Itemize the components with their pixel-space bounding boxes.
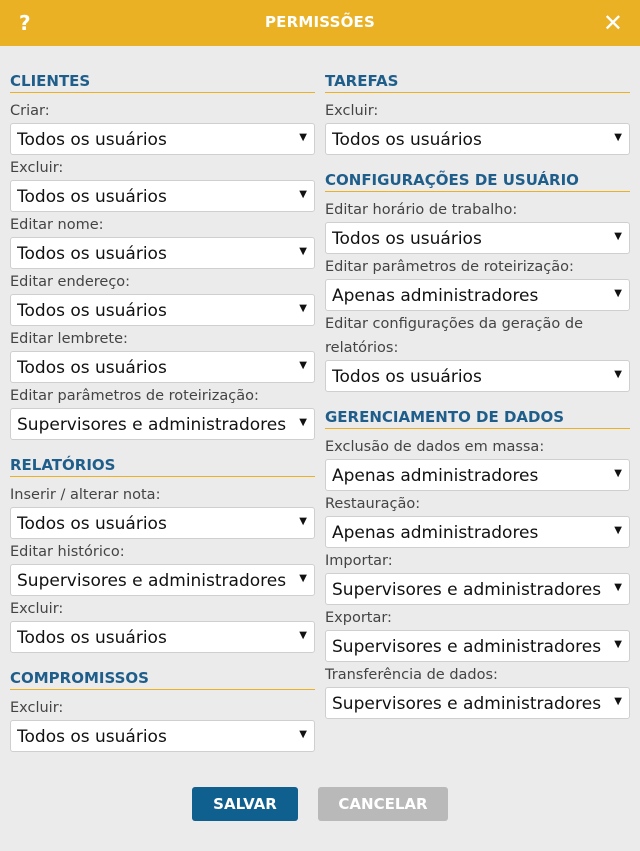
select-value: Todos os usuários — [17, 130, 167, 150]
permission-select-restauracao[interactable] — [325, 516, 630, 548]
chevron-down-icon: ▼ — [614, 639, 622, 650]
right-column — [325, 72, 630, 720]
permission-select-tarefas-excluir[interactable] — [325, 123, 630, 155]
chevron-down-icon: ▼ — [299, 417, 307, 428]
permission-select-exclusao-massa[interactable] — [325, 459, 630, 491]
chevron-down-icon: ▼ — [299, 729, 307, 740]
field-label: Editar nome: — [10, 217, 104, 233]
section-title-clientes: CLIENTES — [10, 72, 315, 93]
dialog-title: PERMISSÕES — [264, 13, 376, 31]
field-label: Editar histórico: — [10, 544, 125, 560]
select-value: Todos os usuários — [332, 229, 482, 249]
select-value: Todos os usuários — [17, 514, 167, 534]
select-value: Todos os usuários — [17, 244, 167, 264]
permission-select-horario-trabalho[interactable] — [325, 222, 630, 254]
chevron-down-icon: ▼ — [614, 231, 622, 242]
select-value: Todos os usuários — [17, 727, 167, 747]
field-label: Editar parâmetros de roteirização: — [10, 388, 259, 404]
chevron-down-icon: ▼ — [614, 132, 622, 143]
permission-select-clientes-roteirizacao[interactable] — [10, 408, 315, 440]
chevron-down-icon: ▼ — [299, 516, 307, 527]
select-value: Supervisores e administradores — [332, 580, 602, 600]
field-label: Transferência de dados: — [325, 667, 498, 683]
select-value: Apenas administradores — [332, 286, 539, 306]
select-value: Todos os usuários — [17, 358, 167, 378]
field-label: Importar: — [325, 553, 393, 569]
chevron-down-icon: ▼ — [614, 369, 622, 380]
select-value: Supervisores e administradores — [17, 415, 287, 435]
field-label: Excluir: — [325, 103, 379, 119]
select-value: Supervisores e administradores — [332, 694, 602, 714]
chevron-down-icon: ▼ — [299, 360, 307, 371]
cancel-button[interactable]: CANCELAR — [318, 787, 448, 821]
field-label: Excluir: — [10, 700, 64, 716]
field-label: Editar configurações da geração de relatórios: — [325, 316, 584, 356]
field-label: Inserir / alterar nota: — [10, 487, 161, 503]
permission-select-clientes-excluir[interactable] — [10, 180, 315, 212]
chevron-down-icon: ▼ — [299, 189, 307, 200]
permission-select-clientes-editar-lembrete[interactable] — [10, 351, 315, 383]
permission-select-compromissos-excluir[interactable] — [10, 720, 315, 752]
chevron-down-icon: ▼ — [299, 246, 307, 257]
select-value: Apenas administradores — [332, 466, 539, 486]
field-label: Editar lembrete: — [10, 331, 128, 347]
field-label: Editar endereço: — [10, 274, 131, 290]
permission-select-clientes-criar[interactable] — [10, 123, 315, 155]
permission-select-importar[interactable] — [325, 573, 630, 605]
field-label: Restauração: — [325, 496, 421, 512]
select-value: Supervisores e administradores — [332, 637, 602, 657]
permission-select-relatorios-excluir[interactable] — [10, 621, 315, 653]
close-icon[interactable]: ✕ — [602, 9, 623, 37]
chevron-down-icon: ▼ — [299, 630, 307, 641]
select-value: Todos os usuários — [17, 187, 167, 207]
field-label: Editar parâmetros de roteirização: — [325, 259, 574, 275]
field-label: Exclusão de dados em massa: — [325, 439, 545, 455]
section-title-config-usuario: CONFIGURAÇÕES DE USUÁRIO — [325, 171, 630, 192]
permission-select-geracao-relatorios[interactable] — [325, 360, 630, 392]
select-value: Todos os usuários — [332, 130, 482, 150]
dialog-header — [0, 0, 640, 46]
chevron-down-icon: ▼ — [299, 573, 307, 584]
permission-select-transferencia[interactable] — [325, 687, 630, 719]
select-value: Todos os usuários — [17, 628, 167, 648]
chevron-down-icon: ▼ — [299, 132, 307, 143]
field-label: Excluir: — [10, 160, 64, 176]
permission-select-clientes-editar-nome[interactable] — [10, 237, 315, 269]
permission-select-relatorios-nota[interactable] — [10, 507, 315, 539]
help-icon[interactable]: ? — [19, 11, 31, 35]
field-label: Criar: — [10, 103, 50, 119]
permission-select-usuario-roteirizacao[interactable] — [325, 279, 630, 311]
chevron-down-icon: ▼ — [614, 582, 622, 593]
chevron-down-icon: ▼ — [614, 696, 622, 707]
select-value: Supervisores e administradores — [17, 571, 287, 591]
save-button[interactable]: SALVAR — [192, 787, 298, 821]
field-label: Excluir: — [10, 601, 64, 617]
select-value: Apenas administradores — [332, 523, 539, 543]
field-label: Exportar: — [325, 610, 392, 626]
select-value: Todos os usuários — [17, 301, 167, 321]
chevron-down-icon: ▼ — [614, 468, 622, 479]
select-value: Todos os usuários — [332, 367, 482, 387]
section-title-relatorios: RELATÓRIOS — [10, 456, 315, 477]
section-title-gerenciamento: GERENCIAMENTO DE DADOS — [325, 408, 630, 429]
permission-select-clientes-editar-endereco[interactable] — [10, 294, 315, 326]
section-title-tarefas: TAREFAS — [325, 72, 630, 93]
permission-select-relatorios-historico[interactable] — [10, 564, 315, 596]
chevron-down-icon: ▼ — [614, 288, 622, 299]
left-column — [10, 72, 315, 753]
permission-select-exportar[interactable] — [325, 630, 630, 662]
field-label: Editar horário de trabalho: — [325, 202, 518, 218]
section-title-compromissos: COMPROMISSOS — [10, 669, 315, 690]
chevron-down-icon: ▼ — [614, 525, 622, 536]
chevron-down-icon: ▼ — [299, 303, 307, 314]
